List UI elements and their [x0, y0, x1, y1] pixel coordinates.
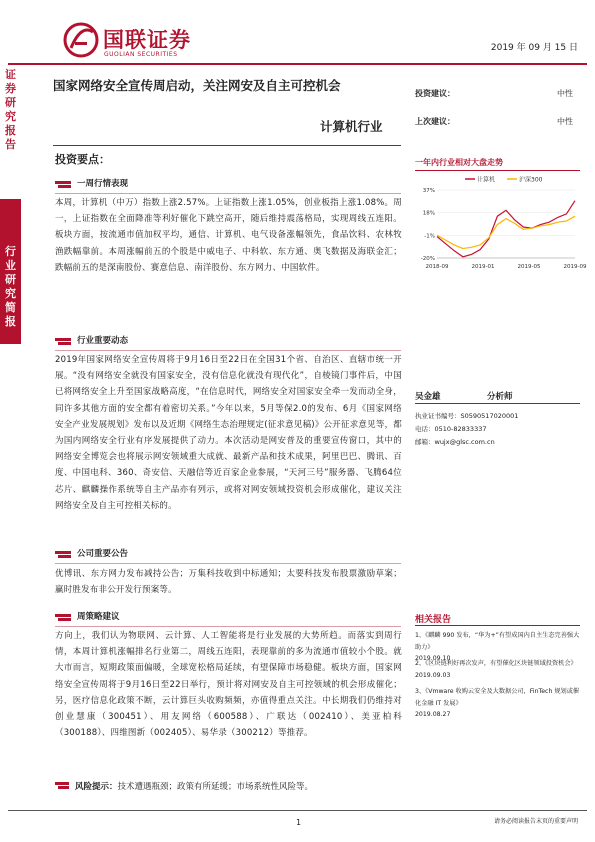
highlights-heading: 投资要点： [55, 153, 110, 166]
analyst-role: 分析师 [487, 392, 513, 402]
chart-title-rule [415, 170, 580, 171]
analyst-email[interactable]: wujx@glsc.com.cn [434, 438, 495, 446]
y-tick-label: 37% [422, 188, 435, 194]
analyst-email-label: 邮箱： [415, 438, 435, 446]
analyst-block [415, 390, 583, 449]
analyst-cert: S0590517020001 [460, 412, 519, 420]
section-bullet-icon [55, 551, 71, 554]
section-rule [55, 626, 401, 627]
related-report-date: 2019.09.03 [415, 671, 451, 679]
x-tick-label: 2019-05 [517, 264, 541, 270]
analyst-email-row [415, 436, 583, 449]
section-text-strategy: 方向上，我们认为物联网、云计算、人工智能将是行业发展的大势所趋。而落实到周行情，本周计算机涨幅排名行业第二，周线五连阳，表现靠前的多为流通市值较小个股。就大市而言，短期政策面偏暖，全球宽松格局延续，有望保障市场稳健。板块方面，国家网络安全宣传周将于9月16日至22日举行，预计将对网安及自主可控领域的机会形成催化；另，医疗信息化政策不断，云计算巨头收购频频，亦值得重点关注。中长期我们仍维持对创业慧康（300451）、用友网络（600588）、广联达（002410）、美亚柏科（300188）、四维图新（002405）、易华录（300212）等推荐。 [55, 631, 402, 739]
risk-warning [75, 780, 400, 792]
related-report-text: 1、《麒麟 990 发布，“华为+”有望成国内自主生态完善强大助力》 [415, 632, 580, 651]
analyst-phone-row [415, 423, 583, 436]
related-report-text: 3、《Vmware 收购云安全及大数据公司，FinTech 规划或催化金融 IT 发展》 [415, 688, 580, 707]
current-rating-value: 中性 [557, 89, 573, 98]
section-bullet-icon [55, 614, 71, 617]
section-heading-industry-news [55, 334, 401, 350]
relative-performance-chart [415, 172, 587, 277]
related-report-text: 2、《区块链利好再次发声，有望催化区块链领域投资机会》 [415, 660, 577, 667]
risk-text: 技术遭遇瓶颈；政策有所延缓；市场系统性风险等。 [117, 782, 314, 792]
side-label-brief-text: 行业研究简报 [5, 245, 16, 328]
related-report-item[interactable] [415, 658, 583, 681]
page-number: 1 [296, 818, 302, 827]
related-report-item[interactable] [415, 686, 583, 721]
side-label-report-text: 证券研究报告 [5, 68, 16, 151]
report-title: 国家网络安全宣传周启动，关注网安及自主可控机会 [53, 78, 341, 93]
footer-rule [8, 810, 587, 811]
previous-rating [415, 116, 573, 127]
related-report-date: 2019.08.27 [415, 711, 451, 718]
section-heading-weekly-market [55, 177, 401, 193]
brand-name: 国联证券 [103, 28, 191, 52]
previous-rating-label: 上次建议： [415, 117, 455, 126]
x-tick-label: 2019-09 [563, 264, 587, 270]
section-rule [55, 563, 401, 564]
section-rule [55, 193, 401, 194]
x-tick-label: 2018-09 [425, 264, 449, 270]
chart-title: 一年内行业相对大盘走势 [415, 158, 503, 167]
section-heading-company-announcements [55, 547, 401, 563]
risk-bullet-icon [55, 782, 69, 785]
section-title: 行业重要动态 [77, 336, 129, 346]
section-title: 一周行情表现 [77, 179, 129, 189]
y-tick-label: -1% [424, 233, 435, 240]
analyst-rule [415, 403, 580, 404]
industry-name: 计算机行业 [320, 119, 383, 134]
analyst-phone: 0510-82833337 [434, 425, 487, 433]
analyst-cert-row [415, 410, 583, 423]
section-title: 周策略建议 [77, 612, 120, 622]
previous-rating-value: 中性 [557, 117, 573, 126]
legend-label: 计算机 [477, 176, 496, 184]
main-rule [53, 145, 401, 146]
risk-label: 风险提示： [75, 782, 118, 792]
related-reports-title: 相关报告 [415, 615, 452, 625]
y-tick-label: -20% [420, 256, 435, 262]
related-reports-rule [415, 625, 580, 626]
legend-label: 沪深300 [519, 176, 543, 184]
current-rating-label: 投资建议： [415, 89, 455, 98]
side-label-brief [0, 199, 21, 344]
footer-disclaimer: 请务必阅读报告末页的重要声明 [493, 818, 578, 825]
section-rule [55, 350, 401, 351]
section-title: 公司重要公告 [77, 549, 129, 559]
section-text-weekly-market: 本周，计算机（中万）指数上涨2.57%。上证指数上涨1.05%，创业板指上涨1.08%。周一，上证指数在全面降准等利好催化下跳空高开，随后维持震荡格局，实现周线五连阳。板块方面，按流通市值加权平均，通信、计算机、电气设备涨幅领先，食品饮料、农林牧渔跌幅靠前。本周涨幅前五的个股是中威电子、中科软、东方通、奥飞数据及海联金汇；跌幅前五的是深南股份、赛意信息、南洋股份、东方网力、中国软件。 [55, 198, 402, 273]
current-rating [415, 88, 573, 99]
section-text-company-announcements: 优博讯、东方网力发布减持公告；万集科技收到中标通知；太要科技发布股票激励草案；赢时胜发布非公开发行预案等。 [55, 569, 402, 596]
section-bullet-icon [55, 181, 71, 184]
side-label-report [0, 64, 21, 199]
analyst-phone-label: 电话： [415, 425, 435, 433]
related-report-date: 2019.09.10 [415, 655, 451, 662]
series-line [437, 201, 575, 257]
brand-subtitle: GUOLIAN SECURITIES [104, 51, 178, 58]
analyst-cert-label: 执业证书编号： [415, 412, 461, 420]
report-date: 2019 年 09 月 15 日 [490, 43, 578, 53]
section-text-industry-news: 2019年国家网络安全宣传周将于9月16日至22日在全国31个省、自治区、直辖市统一开展。“没有网络安全就没有国家安全，没有信息化就没有现代化”，自棱镜门事件后，中国已将网络安全上升至国家战略高度，“在信息时代，网络安全对国家安全牵一发而动全身，同许多其他方面的安全都有着密切关系。”今年以来，5月等保2.0的发布、6月《国家网络安全产业发展规划》发布以及近期《网络生态治理规定(征求意见稿)》公开征求意见等，都为国内网络安全行业有序发展提供了动力。本次活动是网安普及的重要宣传窗口，其中的网络安全博览会也将展示网安领域重大成就、最新产品和技术成果，阿里巴巴、腾讯、百度、中国电科、360、奇安信、天融信等近百家企业参展，“天河三号”服务器、飞腾64位芯片、麒麟操作系统等自主产品亦有列示，或将对网安领域投资机会形成催化，建议关注网络安全及自主可控相关标的。 [55, 355, 402, 511]
y-tick-label: 18% [422, 210, 435, 217]
section-bullet-icon [55, 338, 71, 341]
section-heading-strategy [55, 610, 401, 626]
analyst-name: 吴金雄 [415, 392, 441, 402]
x-tick-label: 2019-01 [471, 264, 495, 270]
header-rule [8, 63, 587, 65]
series-line [437, 216, 575, 248]
